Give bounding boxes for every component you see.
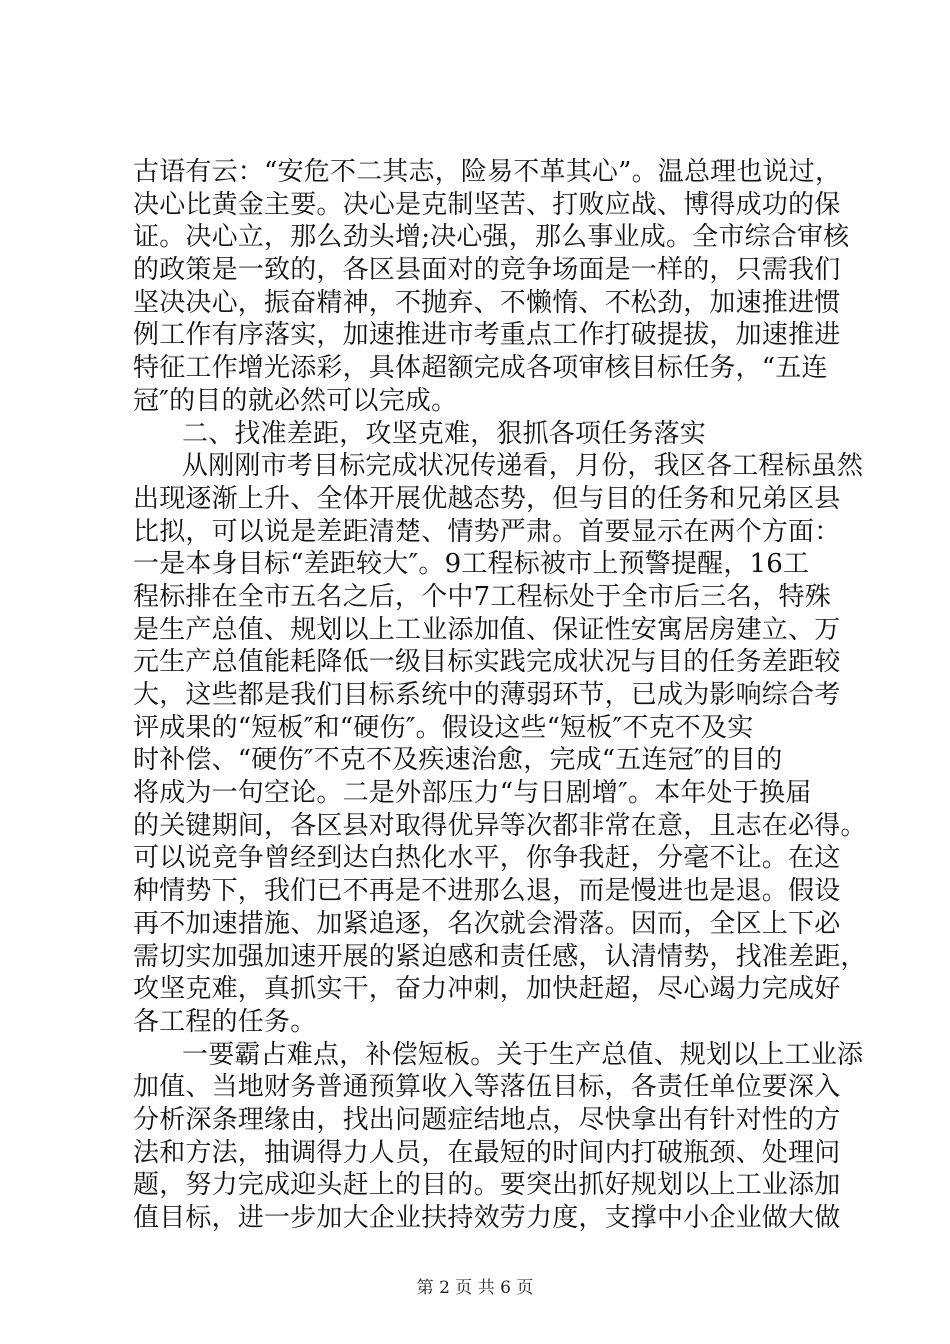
text-line: 出现逐渐上升、全体开展优越态势，但与目的任务和兄弟区县 <box>133 483 841 514</box>
text-line: 将成为一句空论。二是外部压力“与日剧增″。本年处于换届 <box>133 778 812 809</box>
text-line: 再不加速措施、加紧追逐，名次就会滑落。因而，全区上下必 <box>133 908 841 939</box>
text-line: 一是本身目标“差距较大″。9工程标被市上预警提醒，16工 <box>133 549 810 580</box>
text-line: 分析深条理缘由，找出问题症结地点，尽快拿出有针对性的方 <box>133 1104 841 1135</box>
text-line: 比拟，可以说是差距清楚、情势严肃。首要显示在两个方面： <box>133 516 841 547</box>
text-line: 冠″的目的就必然可以完成。 <box>133 385 458 416</box>
text-line: 的政策是一致的，各区县面对的竞争场面是一样的，只需我们 <box>133 255 841 286</box>
text-line: 值目标，进一步加大企业扶持效劳力度，支撑中小企业做大做 <box>133 1203 841 1233</box>
text-line: 法和方法，抽调得力人员，在最短的时间内打破瓶颈、处理问 <box>133 1137 841 1168</box>
text-line: 各工程的任务。 <box>133 1006 317 1037</box>
text-line: 程标排在全市五名之后，个中7工程标处于全市后三名，特殊 <box>133 581 831 612</box>
text-line: 一要霸占难点，补偿短板。关于生产总值、规划以上工业添 <box>182 1039 864 1070</box>
document-body <box>133 156 867 1235</box>
text-line: 加值、当地财务普通预算收入等落伍目标，各责任单位要深入 <box>133 1072 841 1103</box>
text-line: 特征工作增光添彩，具体超额完成各项审核目标任务，“五连 <box>133 353 828 384</box>
text-line: 需切实加强加速开展的紧迫感和责任感，认清情势，找准差距， <box>133 941 867 972</box>
text-line: 是生产总值、规划以上工业添加值、保证性安寓居房建立、万 <box>133 614 841 645</box>
text-line: 的关键期间，各区县对取得优异等次都非常在意，且志在必得。 <box>133 810 867 841</box>
text-line: 元生产总值能耗降低一级目标实践完成状况与目的任务差距较 <box>133 647 841 678</box>
text-line: 决心比黄金主要。决心是克制坚苦、打败应战、博得成功的保 <box>133 189 841 220</box>
text-line: 种情势下，我们已不再是不进那么退，而是慢进也是退。假设 <box>133 876 841 907</box>
section-heading: 二、找准差距，攻坚克难，狠抓各项任务落实 <box>182 418 707 449</box>
text-line: 可以说竞争曾经到达白热化水平，你争我赶，分毫不让。在这 <box>133 843 841 874</box>
text-line: 坚决决心，振奋精神，不抛弃、不懒惰、不松劲，加速推进惯 <box>133 287 841 318</box>
text-line: 攻坚克难，真抓实干，奋力冲刺，加快赶超，尽心竭力完成好 <box>133 974 841 1005</box>
text-line: 从刚刚市考目标完成状况传递看，月份，我区各工程标虽然 <box>182 451 864 482</box>
text-line: 题，努力完成迎头赶上的目的。要突出抓好规划以上工业添加 <box>133 1170 841 1201</box>
page-number-footer: 第 2 页 共 6 页 <box>416 1278 534 1298</box>
text-line: 证。决心立，那么劲头增;决心强，那么事业成。全市综合审核 <box>133 222 850 253</box>
text-line: 例工作有序落实，加速推进市考重点工作打破提拔，加速推进 <box>133 320 841 351</box>
text-line: 古语有云：“安危不二其志，险易不革其心”。温总理也说过， <box>133 157 842 187</box>
text-line: 大，这些都是我们目标系统中的薄弱环节，已成为影响综合考 <box>133 680 841 710</box>
text-line: 评成果的“短板″和“硬伤″。假设这些“短板″不克不及实 <box>133 712 754 743</box>
text-line: 时补偿、“硬伤″不克不及疾速治愈，完成“五连冠″的目的 <box>133 745 783 776</box>
